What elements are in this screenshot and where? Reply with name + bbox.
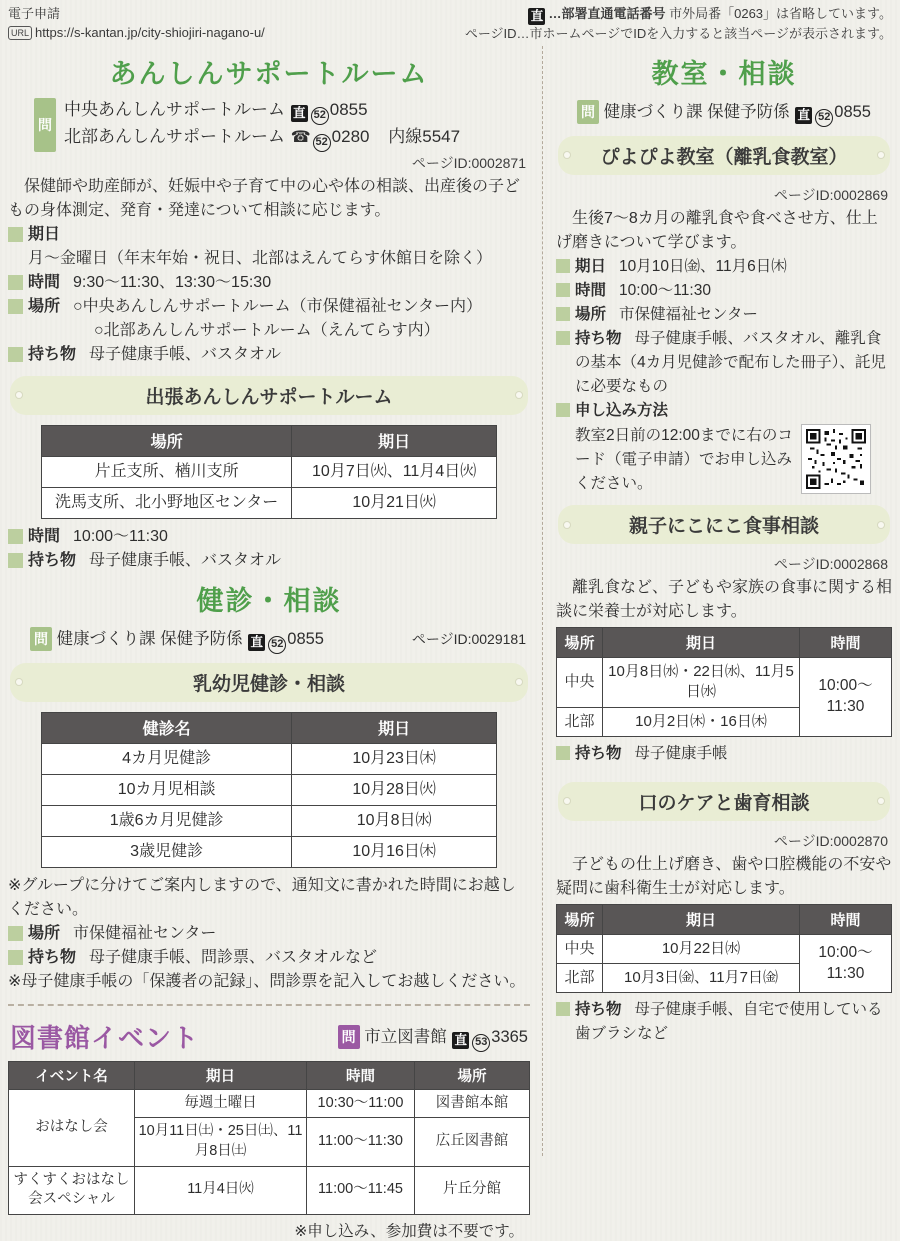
mouthcare-table bbox=[556, 904, 892, 994]
detail-label: 持ち物 bbox=[575, 1001, 622, 1019]
page-id: ページID:0002869 bbox=[773, 186, 888, 203]
detail-label: 期日 bbox=[28, 225, 61, 243]
detail-row bbox=[8, 223, 530, 271]
detail-row bbox=[556, 255, 892, 279]
table-row bbox=[42, 743, 497, 774]
column-header: 期日 bbox=[603, 904, 800, 934]
table-cell: 10:30〜11:00 bbox=[307, 1089, 415, 1118]
contact-name: 市立図書館 bbox=[364, 1027, 447, 1046]
table-cell: 片丘分館 bbox=[415, 1166, 530, 1214]
kenshin-note-2: ※母子健康手帳の「保護者の記録」、問診票を記入してお越しください。 bbox=[8, 972, 526, 990]
bullet-square-icon bbox=[556, 746, 570, 760]
page-id: ページID:0029181 bbox=[411, 631, 526, 648]
section-divider bbox=[8, 1004, 530, 1006]
phone-number: 0855 bbox=[834, 102, 871, 121]
detail-text: 母子健康手帳、バスタオル bbox=[89, 345, 282, 363]
bullet-square-icon bbox=[8, 926, 23, 941]
exchange-circle: 52 bbox=[313, 134, 331, 152]
detail-text: 母子健康手帳、問診票、バスタオルなど bbox=[89, 948, 378, 966]
shucchou-banner: 出張あんしんサポートルーム bbox=[10, 376, 528, 415]
table-row bbox=[9, 1166, 530, 1214]
bullet-square-icon bbox=[556, 331, 570, 345]
table-header-row bbox=[9, 1061, 530, 1089]
table-cell: 10月7日㈫、11月4日㈫ bbox=[292, 456, 497, 487]
detail-row bbox=[8, 271, 530, 295]
direct-phone-icon: 直 bbox=[528, 8, 545, 25]
column-header: 期日 bbox=[603, 628, 800, 658]
library-note: ※申し込み、参加費は不要です。 bbox=[294, 1222, 524, 1240]
bullet-square-icon bbox=[8, 299, 23, 314]
exchange-circle: 52 bbox=[268, 636, 286, 654]
column-header: 健診名 bbox=[42, 712, 292, 743]
table-cell: 10:00〜11:30 bbox=[800, 658, 892, 737]
table-cell: 10月8日㈬・22日㈬、11月5日㈬ bbox=[603, 658, 800, 708]
table-cell: 広丘図書館 bbox=[415, 1118, 530, 1166]
detail-text: 母子健康手帳、バスタオル、離乳食の基本（4カ月児健診で配布した冊子）、託児に必要なもの bbox=[575, 329, 886, 395]
table-row bbox=[557, 934, 892, 963]
content-columns bbox=[8, 46, 892, 1241]
nyuyouji-banner: 乳幼児健診・相談 bbox=[10, 663, 528, 702]
table-cell: 10月23日㈭ bbox=[292, 743, 497, 774]
header-right bbox=[465, 5, 892, 44]
contact-line bbox=[30, 625, 324, 654]
kenshin-note-1: ※グループに分けてご案内しますので、通知文に書かれた時間にお越しください。 bbox=[8, 876, 516, 918]
detail-text: 10月10日㈮、11月6日㈭ bbox=[619, 257, 787, 275]
phone-number: 0855 bbox=[329, 99, 368, 119]
table-cell: 10月22日㈬ bbox=[603, 934, 800, 963]
detail-label: 場所 bbox=[28, 297, 61, 315]
qr-code-icon bbox=[801, 424, 871, 494]
contact-name: 健康づくり課 保健予防係 bbox=[603, 102, 790, 121]
direct-phone-note bbox=[465, 5, 892, 25]
detail-row bbox=[556, 327, 892, 399]
library-header bbox=[10, 1018, 528, 1055]
table-cell: すくすくおはなし会スペシャル bbox=[9, 1166, 135, 1214]
detail-label: 場所 bbox=[28, 924, 61, 942]
phone-number: 3365 bbox=[491, 1027, 528, 1046]
detail-text: 市保健福祉センター bbox=[73, 924, 217, 942]
table-cell: 毎週土曜日 bbox=[135, 1089, 307, 1118]
column-header: 期日 bbox=[135, 1061, 307, 1089]
mouthcare-banner: 口のケアと歯育相談 bbox=[558, 782, 890, 821]
classroom-title: 教室・相談 bbox=[651, 58, 797, 89]
ask-badge-icon: 問 bbox=[338, 1025, 360, 1049]
table-cell: 11:00〜11:45 bbox=[307, 1166, 415, 1214]
page-id: ページID:0002870 bbox=[773, 832, 888, 849]
e-apply-label: 電子申請 bbox=[8, 6, 61, 21]
bullet-square-icon bbox=[556, 307, 570, 321]
column-header: 時間 bbox=[307, 1061, 415, 1089]
table-cell: 片丘支所、楢川支所 bbox=[42, 456, 292, 487]
header-left bbox=[8, 5, 265, 44]
detail-row bbox=[556, 303, 892, 327]
table-cell: 10月21日㈫ bbox=[292, 487, 497, 518]
left-column bbox=[8, 46, 536, 1241]
table-header-row bbox=[557, 904, 892, 934]
apply-row bbox=[556, 424, 892, 496]
exchange-circle: 52 bbox=[815, 109, 833, 127]
direct-phone-icon: 直 bbox=[248, 634, 265, 651]
column-header: 場所 bbox=[557, 904, 603, 934]
table-row bbox=[42, 805, 497, 836]
table-header-row bbox=[557, 628, 892, 658]
page-id: ページID:0002871 bbox=[411, 154, 526, 171]
detail-text-2: ○北部あんしんサポートルーム（えんてらす内） bbox=[94, 321, 440, 339]
url-icon: URL bbox=[8, 26, 32, 40]
kenshin-table bbox=[41, 712, 497, 868]
nikoniko-banner: 親子にこにこ食事相談 bbox=[558, 505, 890, 544]
mouthcare-intro: 子どもの仕上げ磨き、歯や口腔機能の不安や疑問に歯科衛生士が対応します。 bbox=[556, 855, 892, 897]
detail-row bbox=[556, 742, 892, 766]
detail-label: 時間 bbox=[28, 527, 61, 545]
library-table bbox=[8, 1061, 530, 1215]
table-row bbox=[42, 774, 497, 805]
table-row bbox=[42, 836, 497, 867]
detail-label: 持ち物 bbox=[575, 329, 622, 347]
bullet-square-icon bbox=[8, 553, 23, 568]
anshin-title: あんしんサポートルーム bbox=[109, 58, 429, 89]
detail-label: 持ち物 bbox=[28, 551, 77, 569]
detail-text: 母子健康手帳 bbox=[634, 744, 728, 762]
direct-phone-icon: 直 bbox=[452, 1032, 469, 1049]
piyopiyo-intro: 生後7〜8カ月の離乳食や食べさせ方、仕上げ磨きについて学びます。 bbox=[556, 209, 878, 251]
contact-name: 北部あんしんサポートルーム bbox=[64, 126, 285, 146]
detail-label: 持ち物 bbox=[575, 744, 622, 762]
detail-label: 持ち物 bbox=[28, 345, 77, 363]
piyopiyo-banner: ぴよぴよ教室（離乳食教室） bbox=[558, 136, 890, 175]
ask-badge-icon: 問 bbox=[34, 98, 56, 152]
table-cell: 3歳児健診 bbox=[42, 836, 292, 867]
nikoniko-intro: 離乳食など、子どもや家族の食事に関する相談に栄養士が対応します。 bbox=[556, 579, 893, 620]
table-row bbox=[557, 658, 892, 708]
table-cell: 10月16日㈭ bbox=[292, 836, 497, 867]
pageid-note: ページID…市ホームページでIDを入力すると該当ページが表示されます。 bbox=[464, 26, 892, 41]
detail-label: 持ち物 bbox=[28, 948, 77, 966]
detail-text: 母子健康手帳、自宅で使用している歯ブラシなど bbox=[575, 1001, 883, 1043]
detail-label: 期日 bbox=[575, 257, 607, 275]
column-header: 場所 bbox=[415, 1061, 530, 1089]
table-row bbox=[42, 487, 497, 518]
anshin-contact-lines bbox=[64, 98, 460, 152]
table-cell: 10月8日㈬ bbox=[292, 805, 497, 836]
bullet-square-icon bbox=[8, 347, 23, 362]
bullet-square-icon bbox=[8, 529, 23, 544]
detail-row bbox=[8, 922, 530, 946]
table-cell: 10カ月児相談 bbox=[42, 774, 292, 805]
phone-extension: 内線5547 bbox=[388, 126, 461, 146]
table-cell: 10月3日㈮、11月7日㈮ bbox=[603, 964, 800, 993]
table-cell: 10月28日㈫ bbox=[292, 774, 497, 805]
table-header-row bbox=[42, 425, 497, 456]
column-header: 場所 bbox=[557, 628, 603, 658]
detail-label: 時間 bbox=[575, 281, 607, 299]
table-cell: 北部 bbox=[557, 964, 603, 993]
library-title: 図書館イベント bbox=[10, 1022, 200, 1053]
ask-badge-icon: 問 bbox=[30, 627, 52, 651]
column-header: 時間 bbox=[800, 628, 892, 658]
table-cell: 10:00〜11:30 bbox=[800, 934, 892, 993]
table-cell: 中央 bbox=[557, 658, 603, 708]
bullet-square-icon bbox=[8, 950, 23, 965]
table-cell: 10月2日㈭・16日㈭ bbox=[603, 707, 800, 736]
detail-row bbox=[8, 946, 530, 970]
table-cell: 1歳6カ月児健診 bbox=[42, 805, 292, 836]
direct-phone-note-rest: 市外局番「0263」は省略しています。 bbox=[665, 6, 892, 21]
column-header: イベント名 bbox=[9, 1061, 135, 1089]
table-cell: 4カ月児健診 bbox=[42, 743, 292, 774]
detail-text: 母子健康手帳、バスタオル bbox=[89, 551, 282, 569]
column-header: 期日 bbox=[292, 712, 497, 743]
table-cell: 図書館本館 bbox=[415, 1089, 530, 1118]
phone-number: 0280 bbox=[331, 126, 370, 146]
e-apply-url[interactable]: https://s-kantan.jp/city-shiojiri-nagano-u/ bbox=[35, 24, 265, 40]
direct-phone-icon: 直 bbox=[795, 107, 812, 124]
kenshin-contact bbox=[30, 625, 526, 654]
column-header: 場所 bbox=[42, 425, 292, 456]
right-column bbox=[542, 46, 892, 1156]
detail-text: 10:00〜11:30 bbox=[619, 281, 711, 299]
direct-phone-note-strong: …部署直通電話番号 bbox=[548, 6, 666, 21]
page-id: ページID:0002868 bbox=[773, 556, 888, 572]
shucchou-table bbox=[41, 425, 497, 519]
table-cell: 11:00〜11:30 bbox=[307, 1118, 415, 1166]
ask-badge-icon: 問 bbox=[577, 100, 599, 124]
telephone-icon: ☎ bbox=[290, 128, 311, 146]
bullet-square-icon bbox=[8, 275, 23, 290]
contact-name: 健康づくり課 保健予防係 bbox=[56, 629, 243, 648]
bullet-square-icon bbox=[556, 259, 570, 273]
bullet-square-icon bbox=[556, 283, 570, 297]
table-cell: おはなし会 bbox=[9, 1089, 135, 1166]
direct-phone-icon: 直 bbox=[291, 105, 308, 122]
detail-text: ○中央あんしんサポートルーム（市保健福祉センター内） bbox=[73, 297, 483, 315]
exchange-circle: 52 bbox=[311, 107, 329, 125]
phone-number: 0855 bbox=[287, 629, 324, 648]
contact-line bbox=[64, 125, 460, 152]
detail-row bbox=[8, 525, 530, 549]
contact-line bbox=[64, 98, 460, 125]
page-header bbox=[8, 5, 892, 44]
detail-row bbox=[8, 343, 530, 367]
apply-text: 教室2日前の12:00までに右のコード（電子申請）でお申し込みください。 bbox=[575, 426, 793, 492]
detail-row bbox=[8, 295, 530, 343]
contact-name: 中央あんしんサポートルーム bbox=[64, 99, 285, 119]
detail-text: 9:30〜11:30、13:30〜15:30 bbox=[73, 273, 272, 291]
table-cell: 10月11日㈯・25日㈯、11月8日㈯ bbox=[135, 1118, 307, 1166]
detail-text: 月〜金曜日（年末年始・祝日、北部はえんてらす休館日を除く） bbox=[28, 249, 493, 267]
table-cell: 洗馬支所、北小野地区センター bbox=[42, 487, 292, 518]
table-row bbox=[42, 456, 497, 487]
detail-label: 時間 bbox=[28, 273, 61, 291]
bullet-square-icon bbox=[556, 1002, 570, 1016]
detail-row bbox=[8, 549, 530, 573]
anshin-contact bbox=[34, 98, 460, 152]
detail-label: 場所 bbox=[575, 305, 607, 323]
table-cell: 11月4日㈫ bbox=[135, 1166, 307, 1214]
detail-row bbox=[556, 399, 892, 423]
e-apply-url-line bbox=[8, 24, 265, 43]
detail-label: 申し込み方法 bbox=[575, 401, 669, 419]
classroom-contact bbox=[556, 98, 892, 127]
kenshin-title: 健診・相談 bbox=[196, 585, 342, 616]
exchange-circle: 53 bbox=[472, 1034, 490, 1052]
nikoniko-table bbox=[556, 627, 892, 737]
table-header-row bbox=[42, 712, 497, 743]
anshin-intro: 保健師や助産師が、妊娠中や子育て中の心や体の相談、出産後の子どもの身体測定、発育・発達について相談に応じます。 bbox=[8, 177, 521, 219]
table-cell: 北部 bbox=[557, 707, 603, 736]
table-row bbox=[9, 1089, 530, 1118]
bullet-square-icon bbox=[556, 403, 570, 417]
detail-text: 10:00〜11:30 bbox=[73, 527, 168, 545]
table-cell: 中央 bbox=[557, 934, 603, 963]
column-header: 時間 bbox=[800, 904, 892, 934]
detail-row bbox=[556, 998, 892, 1046]
detail-text: 市保健福祉センター bbox=[619, 305, 758, 323]
library-contact bbox=[338, 1023, 528, 1055]
bullet-square-icon bbox=[8, 227, 23, 242]
column-header: 期日 bbox=[292, 425, 497, 456]
detail-row bbox=[556, 279, 892, 303]
